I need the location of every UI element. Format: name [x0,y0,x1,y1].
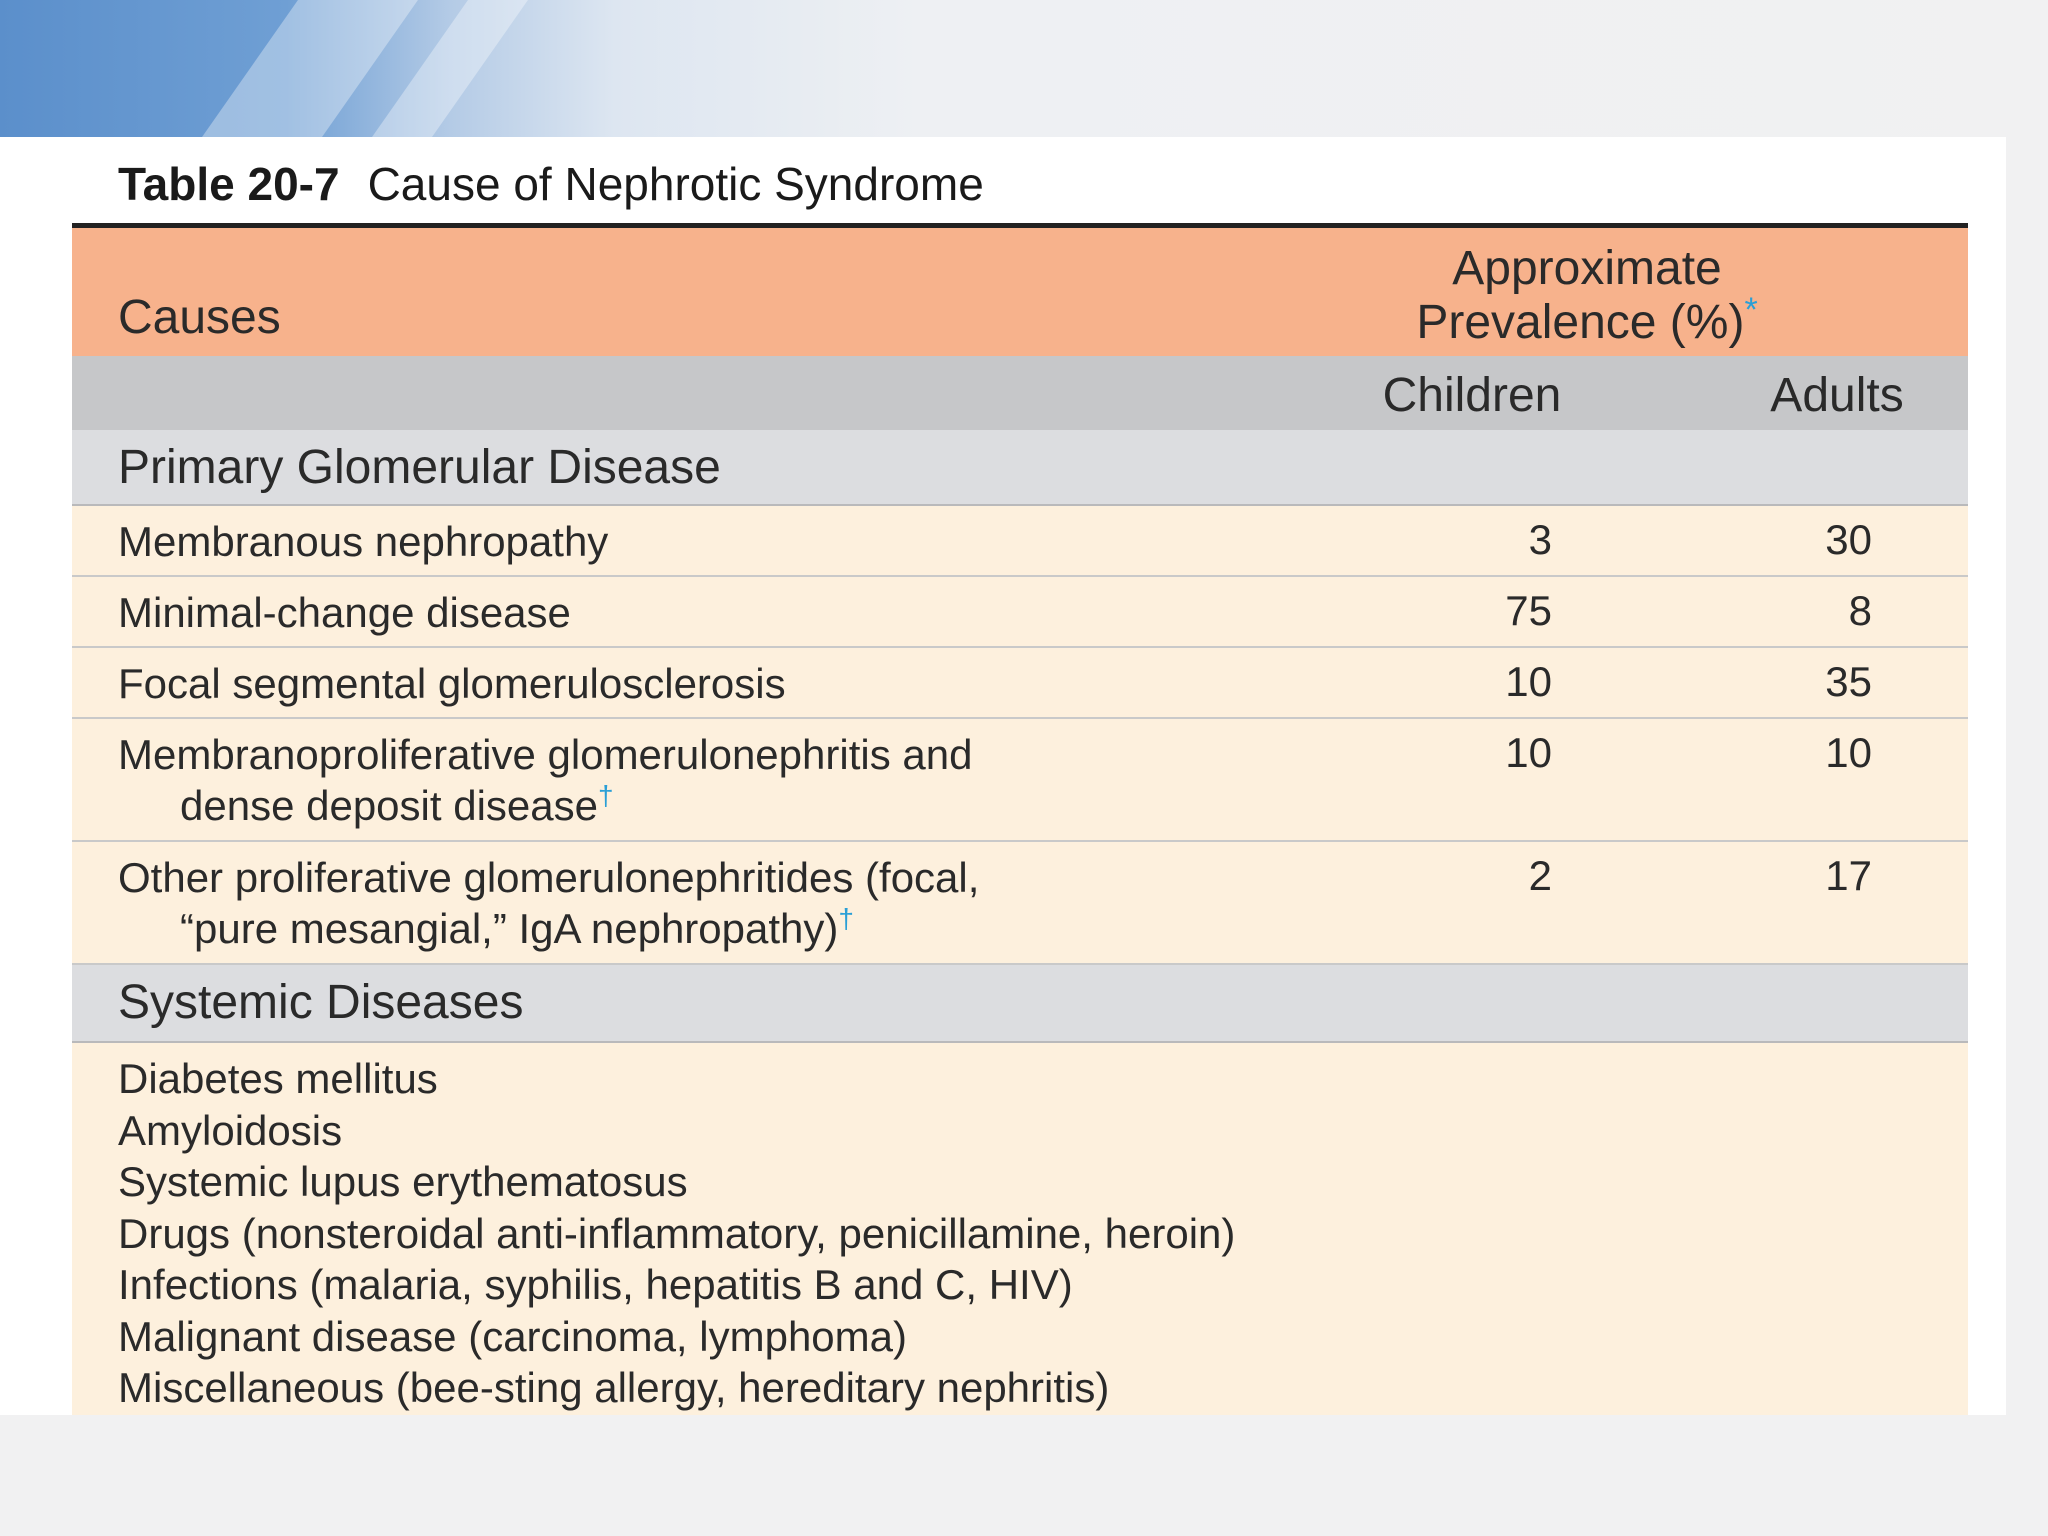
section-systemic-diseases: Systemic Diseases [72,965,1968,1043]
table-caption: Cause of Nephrotic Syndrome [367,158,984,210]
header-row [72,228,1968,356]
header-adults: Adults [1770,369,1904,422]
dagger-mark: † [597,780,614,811]
table-row: Membranoproliferative glomerulonephritis and dense deposit disease† 10 10 [72,719,1968,842]
list-item: Infections (malaria, syphilis, hepatitis B and C, HIV) [118,1261,1073,1308]
nephrotic-syndrome-table [72,223,1968,1415]
list-item: Diabetes mellitus [118,1055,438,1102]
table-number: Table 20-7 [118,158,340,210]
slide-header-band [0,0,2048,137]
table-row: Minimal-change disease 75 8 [72,577,1968,648]
asterisk-mark: * [1744,291,1758,329]
table-row: Other proliferative glomerulonephritides (focal, “pure mesangial,” IgA nephropathy)† 2 17 [72,842,1968,965]
list-item: Miscellaneous (bee-sting allergy, hereditary nephritis) [118,1364,1110,1411]
subheader-row [72,356,1968,430]
header-prevalence: Approximate Prevalence (%)* [1416,242,1758,349]
list-item: Amyloidosis [118,1106,343,1154]
header-children: Children [1382,369,1562,422]
slide-content [0,137,2006,1415]
dagger-mark: † [838,903,854,934]
list-item: Malignant disease (carcinoma, lymphoma) [118,1312,907,1360]
table-title [118,157,984,211]
table-row: Focal segmental glomerulosclerosis 10 35 [72,648,1968,719]
header-causes: Causes [118,291,281,344]
list-item: Drugs (nonsteroidal anti-inflammatory, penicillamine, heroin) [118,1209,1236,1257]
table-row: Membranous nephropathy 3 30 [72,506,1968,577]
list-item: Systemic lupus erythematosus [118,1158,688,1205]
section-primary-glomerular: Primary Glomerular Disease [72,430,1968,506]
systemic-diseases-list [72,1043,1968,1415]
